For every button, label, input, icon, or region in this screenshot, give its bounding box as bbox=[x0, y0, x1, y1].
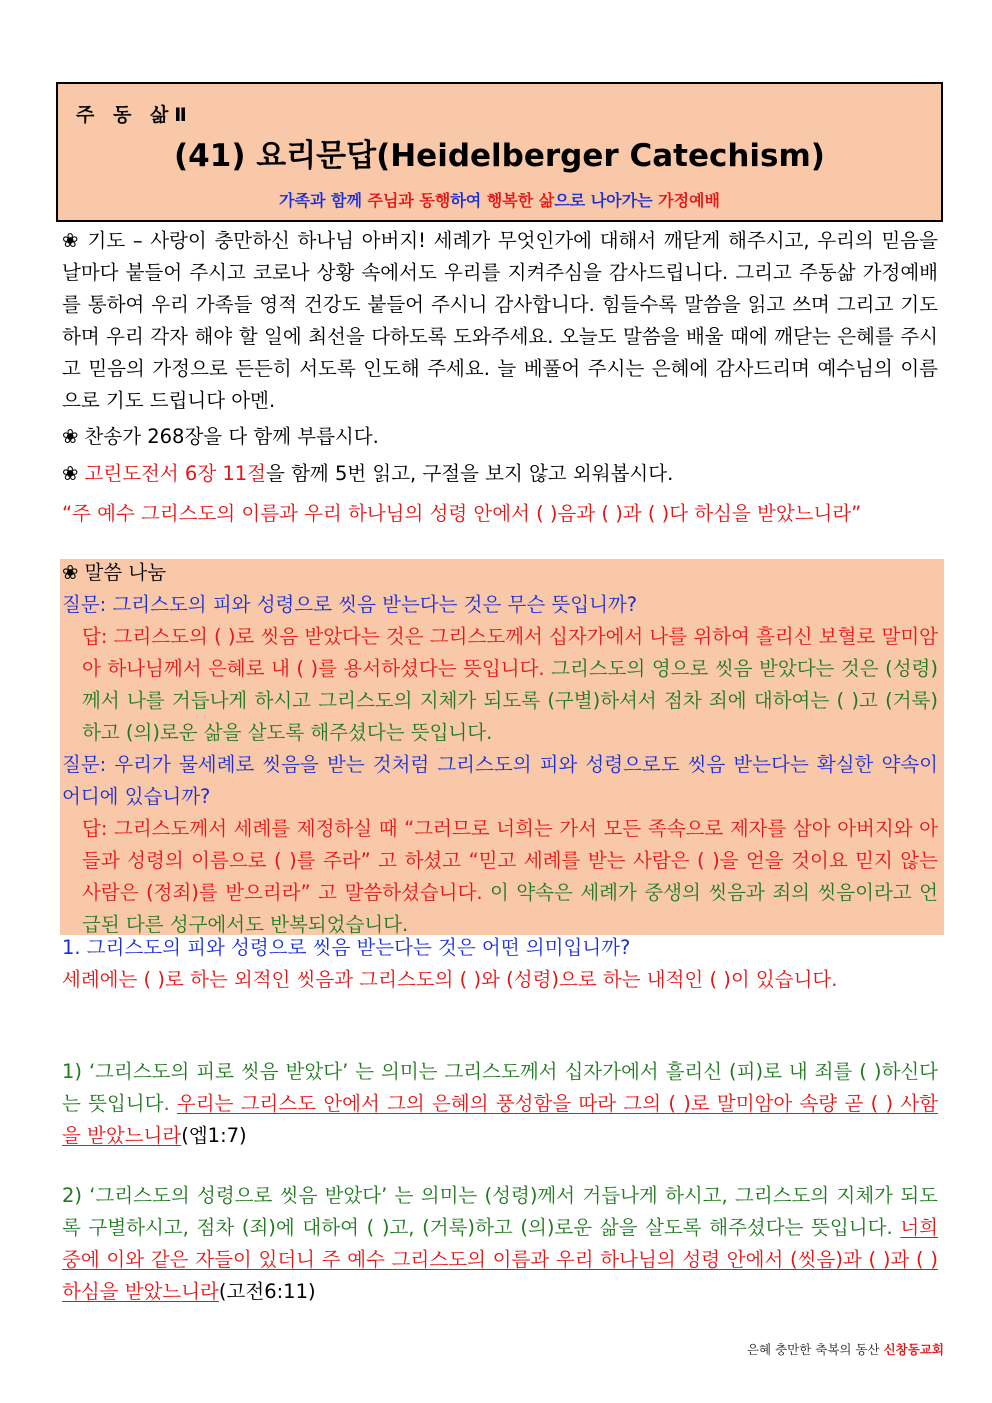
point-2-reference: (고전6:11) bbox=[218, 1280, 316, 1303]
answer-1-part-green: 그리스도의 영으로 씻음 받았다는 것은 (성령)께서 나를 거듭나게 하시고 그리스도의 지체가 되도록 (구별)하셔서 점차 죄에 대하여는 ( )고 (거룩)하고 (의)로운 삶을 살도록 해주셨다는 뜻입니다. bbox=[82, 657, 938, 744]
point-2-text: 2) ‘그리스도의 성령으로 씻음 받았다’ 는 의미는 (성령)께서 거듭나게 하시고, 그리스도의 지체가 되도록 구별하시고, 점차 (죄)에 대하여 ( )고, (거룩)하고 (의)로운 삶을 살도록 해주셨다는 뜻입니다. bbox=[62, 1184, 938, 1239]
subtitle-part: 주님과 동행 bbox=[367, 191, 451, 210]
hymn-line: ❀ 찬송가 268장을 다 함께 부릅시다. bbox=[62, 425, 379, 448]
scripture-reference: 고린도전서 6장 11절 bbox=[84, 462, 267, 485]
question-2: 질문: 우리가 물세례로 씻음을 받는 것처럼 그리스도의 피와 성령으로도 씻음 받는다는 확실한 약속이 어디에 있습니까? bbox=[62, 753, 938, 808]
point-2 bbox=[62, 1180, 938, 1308]
prayer-paragraph: ❀ 기도 – 사랑이 충만하신 하나님 아버지! 세례가 무엇인가에 대해서 깨닫게 해주시고, 우리의 믿음을 날마다 붙들어 주시고 코로나 상황 속에서도 우리를 지켜주심을 감사드립니다. 그리고 주동삶 가정예배를 통하여 우리 가족들 영적 건강도 붙들어 주시니 감사합니다. 힘들수록 말씀을 읽고 쓰며 그리고 기도하며 우리 각자 해야 할 일에 최선을 다하도록 도와주세요. 오늘도 말씀을 배울 때에 깨닫는 은혜를 주시고 믿음의 가정으로 든든히 서도록 인도해 주세요. 늘 베풀어 주시는 은혜에 감사드리며 예수님의 이름으로 기도 드립니다 아멘. bbox=[62, 229, 938, 412]
subtitle-part: 으로 나아가는 bbox=[554, 191, 659, 210]
page-title: (41) 요리문답(Heidelberger Catechism) bbox=[174, 138, 825, 174]
header-box bbox=[56, 82, 943, 222]
reading-instruction: 을 함께 5번 읽고, 구절을 보지 않고 외워봅시다. bbox=[266, 462, 674, 485]
subtitle-part: 가정예배 bbox=[658, 191, 720, 210]
answer-1-part-red: 답: 그리스도의 ( )로 씻음 받았다는 것은 그리스도께서 십자가에서 나를 위하여 흘리신 보혈로 말미암아 하나님께서 은혜로 내 ( )를 용서하셨다는 뜻입니다. bbox=[82, 625, 938, 680]
subtitle-part: 하여 bbox=[450, 191, 487, 210]
subtitle-part: 행복한 삶 bbox=[486, 191, 555, 210]
point-1 bbox=[62, 1056, 938, 1152]
point-1-text: 1) ‘그리스도의 피로 씻음 받았다’ 는 의미는 그리스도께서 십자가에서 흘리신 (피)로 내 죄를 ( )하신다는 뜻입니다. bbox=[62, 1060, 938, 1115]
sharing-section bbox=[62, 557, 938, 941]
footer-text: 은혜 충만한 축복의 동산 bbox=[746, 1342, 884, 1357]
church-name: 신창동교회 bbox=[883, 1342, 944, 1357]
main-question-block bbox=[62, 932, 938, 996]
main-answer: 세례에는 ( )로 하는 외적인 씻음과 그리스도의 ( )와 (성령)으로 하는 내적인 ( )이 있습니다. bbox=[62, 968, 838, 991]
series-label: 주 동 삶Ⅱ bbox=[76, 104, 193, 126]
reading-line bbox=[62, 458, 938, 490]
subtitle bbox=[58, 188, 941, 211]
footer bbox=[747, 1340, 944, 1358]
sharing-heading: ❀ 말씀 나눔 bbox=[62, 561, 167, 584]
memory-verse: “주 예수 그리스도의 이름과 우리 하나님의 성령 안에서 ( )음과 ( )과 ( )다 하심을 받았느니라” bbox=[62, 502, 862, 525]
main-question: 1. 그리스도의 피와 성령으로 씻음 받는다는 것은 어떤 의미입니까? bbox=[62, 936, 631, 959]
point-2-verse: 너희 중에 이와 같은 자들이 있더니 주 예수 그리스도의 이름과 우리 하나님의 성령 안에서 (씻음)과 ( )과 ( ) 하심을 받았느니라 bbox=[62, 1216, 938, 1303]
answer-2-part-red: 답: 그리스도께서 세례를 제정하실 때 “그러므로 너희는 가서 모든 족속으로 제자를 삼아 아버지와 아들과 성령의 이름으로 ( )를 주라” 고 하셨고 “믿고 세례를 받는 사람은 ( )을 얻을 것이요 믿지 않는 사람은 (정죄)를 받으리라” 고 말씀하셨습니다. bbox=[82, 817, 938, 904]
answer-2-part-green: 이 약속은 세례가 중생의 씻음과 죄의 씻음이라고 언급된 다른 성구에서도 반복되었습니다. bbox=[82, 881, 938, 936]
subtitle-part: 가족과 함께 bbox=[279, 191, 362, 210]
flower-icon: ❀ bbox=[62, 462, 85, 485]
point-1-verse: 우리는 그리스도 안에서 그의 은혜의 풍성함을 따라 그의 ( )로 말미암아 속량 곧 ( ) 사함을 받았느니라 bbox=[62, 1092, 938, 1147]
question-1: 질문: 그리스도의 피와 성령으로 씻음 받는다는 것은 무슨 뜻입니까? bbox=[62, 593, 638, 616]
answer-1 bbox=[62, 621, 938, 749]
point-1-reference: (엡1:7) bbox=[181, 1124, 247, 1147]
answer-2 bbox=[62, 813, 938, 941]
